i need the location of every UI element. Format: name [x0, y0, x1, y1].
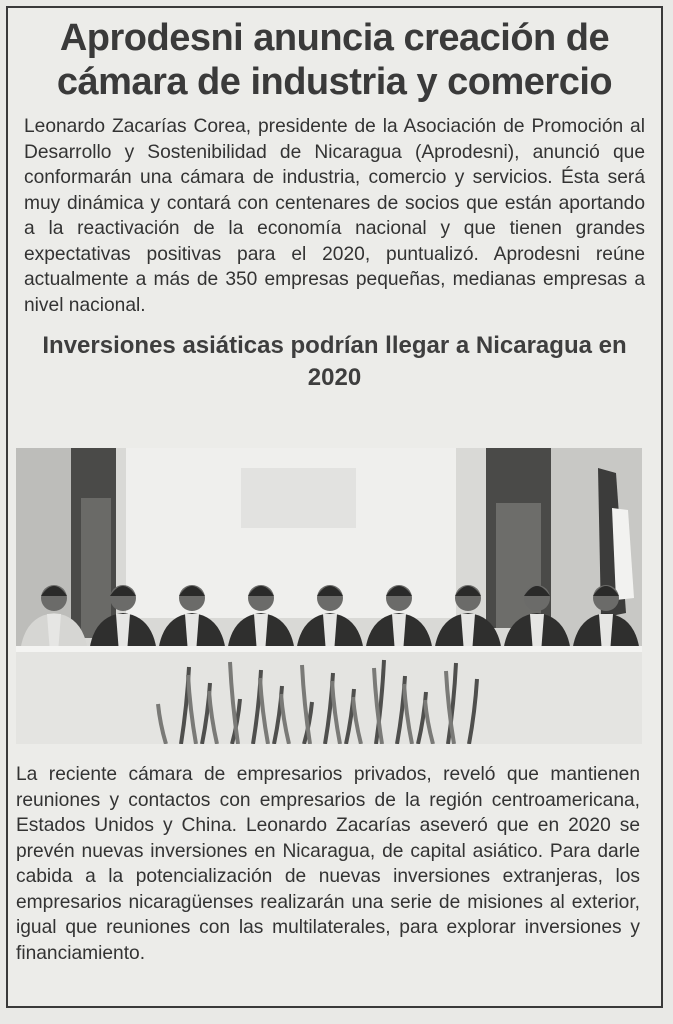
article-headline: Aprodesni anuncia creación de cámara de industria y comercio	[56, 17, 613, 103]
article-subheadline: Inversiones asiáticas podrían llegar a Nicaragua en 2020	[42, 332, 627, 391]
event-photo	[16, 448, 642, 744]
article-paragraph-2: La reciente cámara de empresarios privados, reveló que mantienen reuniones y contactos con empresarios de la región centroamericana, Estados Unidos y China. Leonardo Zacarías aseveró que en 2020 se prevén nuevas inversiones en Nicaragua, de capital asiático. Para darle cabida a la potencialización de nuevas inversiones extranjeras, los empresarios nicaragüenses realizarán una serie de misiones al exterior, igual que reuniones con las multilaterales, para explorar inversiones y financiamiento.	[16, 764, 640, 964]
event-photo-image	[16, 448, 642, 744]
article-paragraph-1: Leonardo Zacarías Corea, presidente de la Asociación de Promoción al Desarrollo y Sostenibilidad de Nicaragua (Aprodesni), anunció que conformarán una cámara de industria, comercio y servicios. Ésta será muy dinámica y contará con centenares de socios que están aportando a la reactivación de la economía nacional y que tienen grandes expectativas positivas para el 2020, puntualizó. Aprodesni reúne actualmente a más de 350 empresas pequeñas, medianas empresas a nivel nacional.	[24, 116, 645, 316]
